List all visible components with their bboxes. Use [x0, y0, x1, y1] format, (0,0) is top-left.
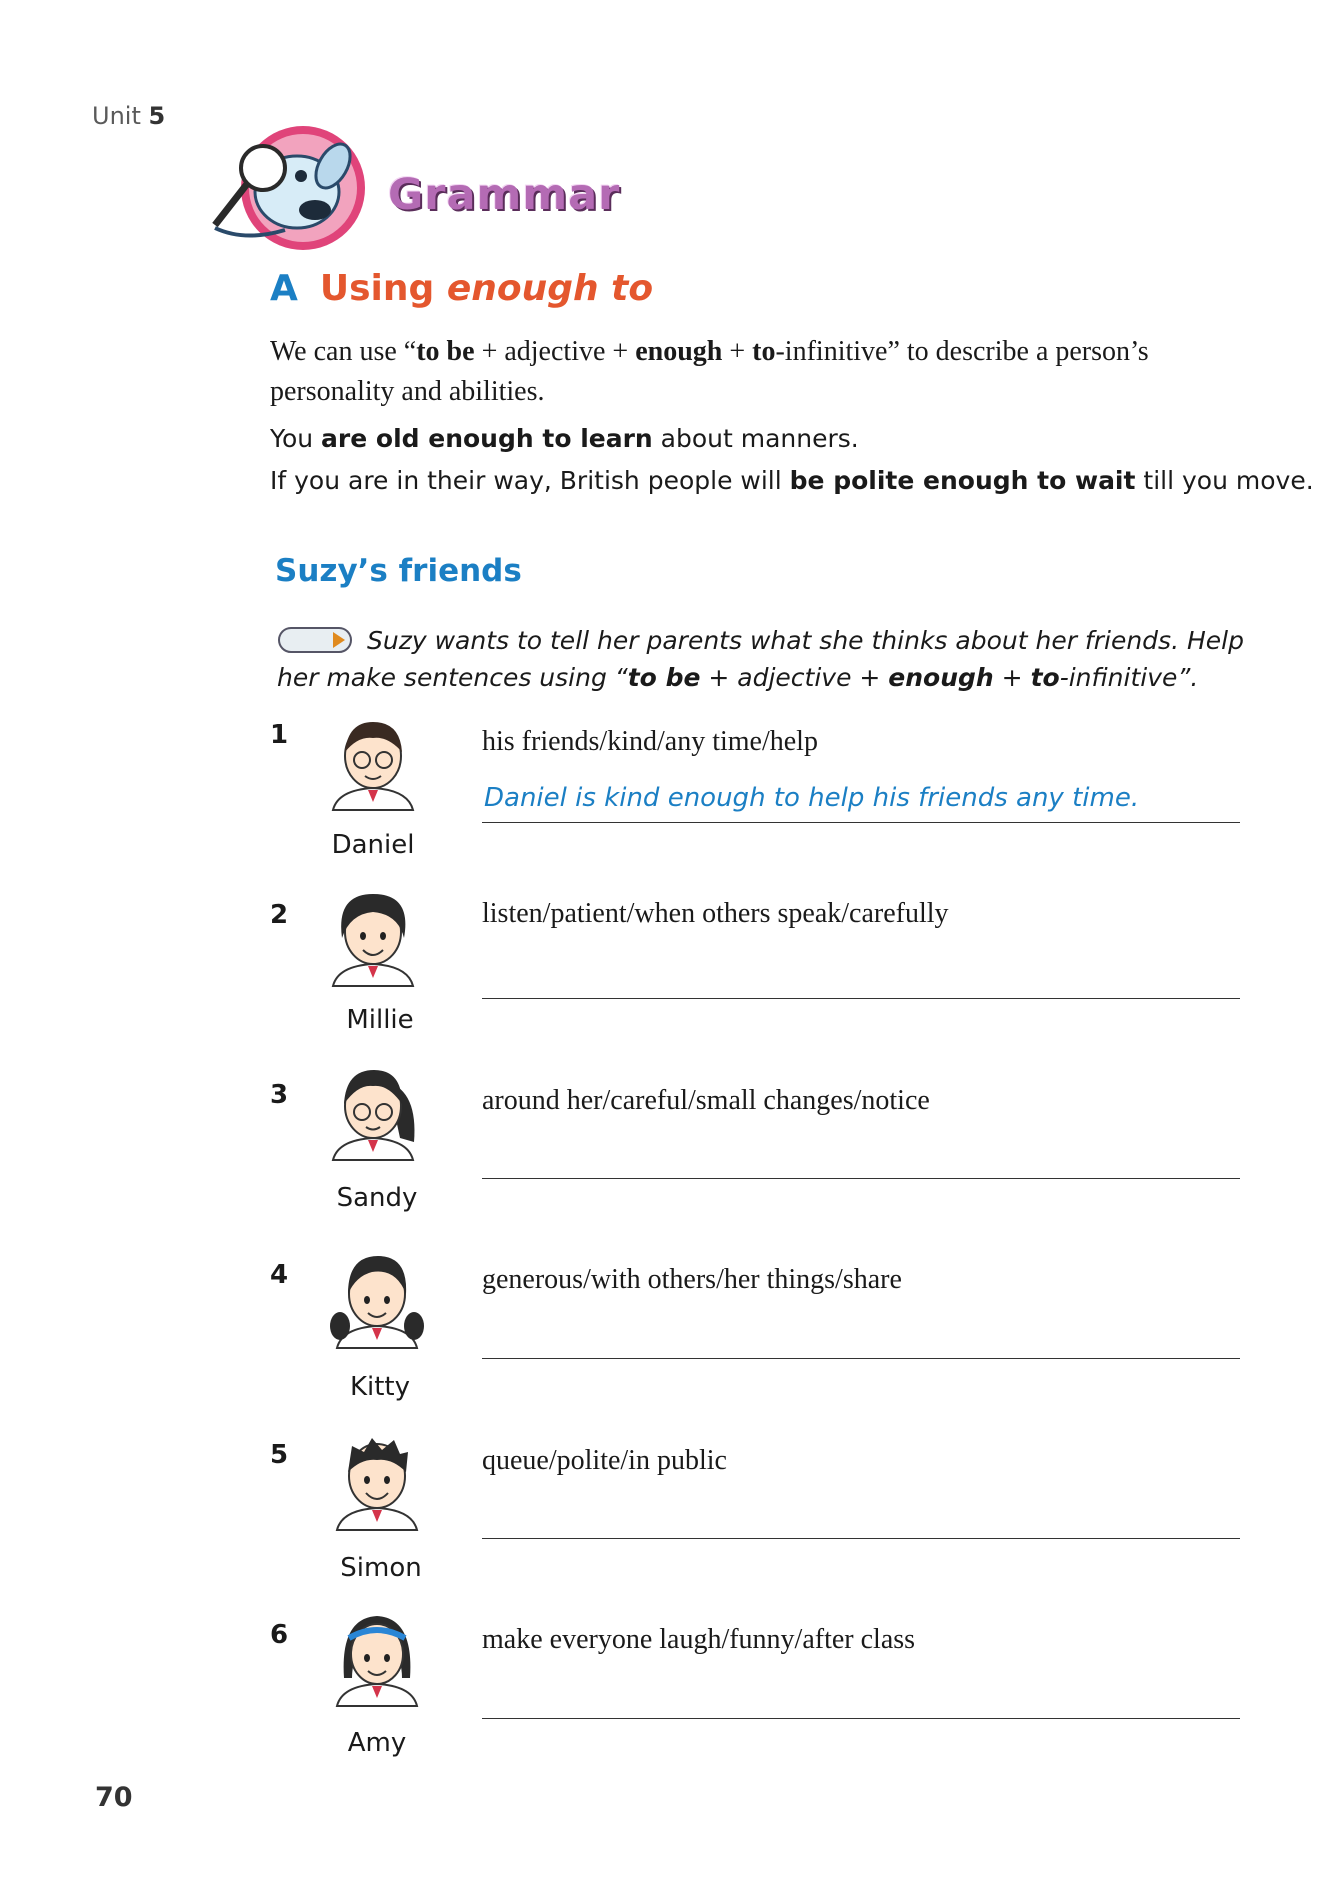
page-number: 70 — [95, 1782, 133, 1813]
section-title: A Using enough to — [270, 268, 654, 309]
example-sentence-1: You are old enough to learn about manners. — [270, 424, 859, 453]
item-number: 4 — [270, 1260, 289, 1290]
unit-label: Unit 5 — [92, 102, 166, 130]
daniel-avatar-icon — [318, 712, 428, 812]
student-name: Sandy — [336, 1183, 418, 1213]
prompt-text: make everyone laugh/funny/after class — [482, 1624, 916, 1655]
instruction-arrow-icon — [277, 626, 353, 654]
answer-line[interactable] — [482, 1178, 1240, 1179]
answer-line[interactable] — [482, 1538, 1240, 1539]
item-number: 3 — [270, 1080, 289, 1110]
item-number: 1 — [270, 720, 289, 750]
prompt-text: around her/careful/small changes/notice — [482, 1085, 930, 1116]
answer-line[interactable] — [482, 998, 1240, 999]
sandy-avatar-icon — [318, 1062, 428, 1162]
magnifier-dog-icon — [205, 110, 385, 255]
grammar-title: Grammar — [388, 170, 621, 220]
unit-number: 5 — [148, 102, 166, 130]
student-name: Millie — [346, 1005, 414, 1035]
exercise-instructions: Suzy wants to tell her parents what she thinks about her friends. Help her make sentences using “to be + adjective + enough + to-infinitive”. — [277, 626, 1244, 692]
prompt-text: queue/polite/in public — [482, 1445, 727, 1476]
student-name: Simon — [340, 1553, 422, 1583]
section-letter: A — [270, 268, 298, 309]
answer-line[interactable] — [482, 1718, 1240, 1719]
student-name: Amy — [347, 1728, 407, 1758]
item-number: 2 — [270, 900, 289, 930]
prompt-text: listen/patient/when others speak/carefully — [482, 898, 949, 929]
student-name: Daniel — [331, 830, 415, 860]
sample-answer: Daniel is kind enough to help his friends any time. — [484, 783, 1140, 813]
answer-line[interactable] — [482, 1358, 1240, 1359]
prompt-text: his friends/kind/any time/help — [482, 726, 818, 757]
exercise-subheading: Suzy’s friends — [275, 553, 522, 589]
millie-avatar-icon — [318, 888, 428, 988]
prompt-text: generous/with others/her things/share — [482, 1264, 902, 1295]
example-sentence-2: If you are in their way, British people will be polite enough to wait till you move. — [270, 466, 1314, 495]
item-number: 5 — [270, 1440, 289, 1470]
grammar-explanation: We can use “to be + adjective + enough + to-infinitive” to describe a person’s personality and abilities. — [270, 336, 1149, 407]
amy-avatar-icon — [322, 1608, 432, 1708]
item-number: 6 — [270, 1620, 289, 1650]
kitty-avatar-icon — [322, 1250, 432, 1350]
answer-line[interactable] — [482, 822, 1240, 823]
simon-avatar-icon — [322, 1432, 432, 1532]
student-name: Kitty — [349, 1372, 411, 1402]
